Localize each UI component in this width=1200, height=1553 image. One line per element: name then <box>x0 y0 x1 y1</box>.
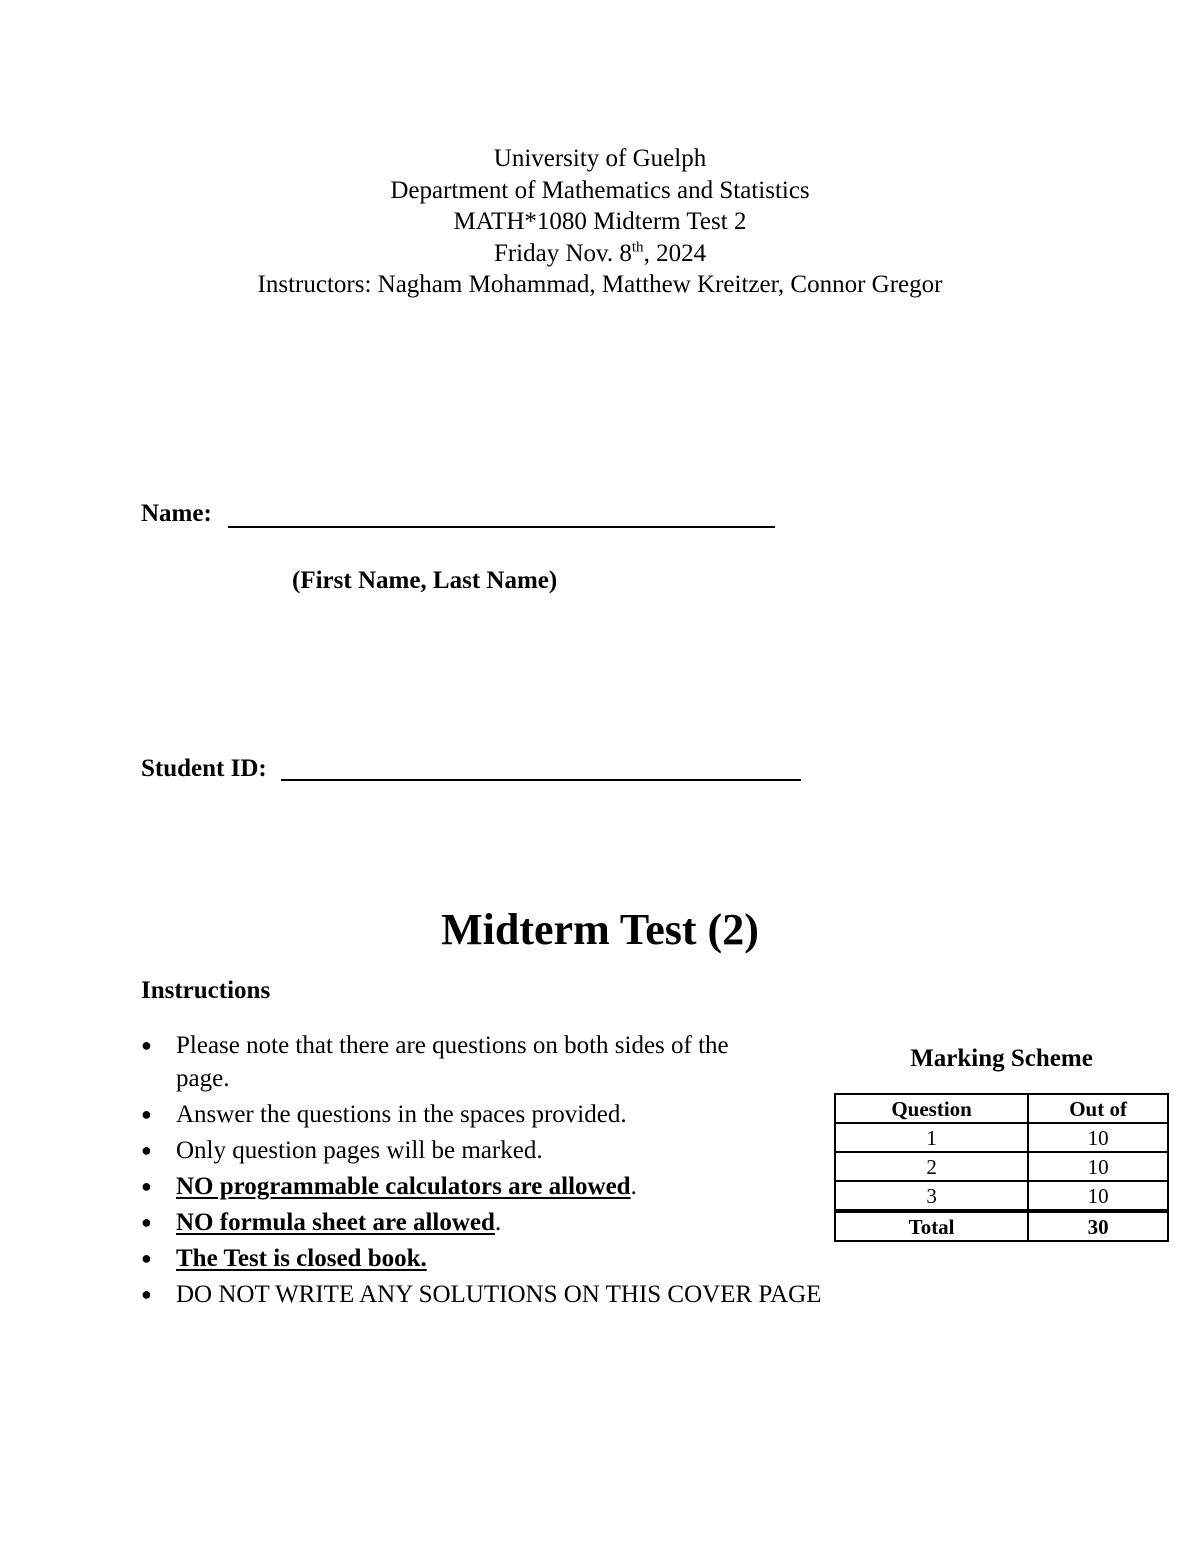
instruction-punctuation: . <box>630 1173 637 1200</box>
list-item <box>141 1170 821 1203</box>
test-date <box>0 238 1200 270</box>
instruction-text: Answer the questions in the spaces provided. <box>176 1101 627 1128</box>
student-id-blank-line[interactable] <box>281 779 801 781</box>
date-superscript: th <box>631 239 644 256</box>
list-item <box>141 1098 821 1131</box>
list-item <box>141 1278 956 1311</box>
total-value: 30 <box>1028 1211 1168 1241</box>
marking-scheme-title: Marking Scheme <box>910 1045 1093 1072</box>
list-item <box>141 1029 786 1095</box>
course-title: MATH*1080 Midterm Test 2 <box>453 208 747 235</box>
bullet-icon: ● <box>141 1104 152 1124</box>
instruction-emphasis: The Test is closed book. <box>176 1245 427 1272</box>
bullet-icon: ● <box>141 1284 152 1304</box>
university-name: University of Guelph <box>493 145 707 172</box>
page-title: Midterm Test (2) <box>441 905 759 954</box>
list-item <box>141 1242 821 1275</box>
table-total-row <box>835 1211 1168 1241</box>
document-header <box>0 143 1200 301</box>
name-blank-line[interactable] <box>228 526 775 528</box>
instructors: Instructors: Nagham Mohammad, Matthew Kreitzer, Connor Gregor <box>257 271 943 298</box>
column-header-question: Question <box>835 1094 1028 1123</box>
instruction-emphasis: NO formula sheet are allowed <box>176 1209 495 1236</box>
question-number: 3 <box>835 1181 1028 1211</box>
bullet-icon: ● <box>141 1035 152 1055</box>
instruction-emphasis: NO programmable calculators are allowed <box>176 1173 631 1200</box>
instruction-text: DO NOT WRITE ANY SOLUTIONS ON THIS COVER PAGE <box>176 1281 822 1308</box>
marking-scheme-table <box>834 1093 1169 1242</box>
question-number: 2 <box>835 1152 1028 1181</box>
instruction-punctuation: . <box>494 1209 502 1236</box>
date-suffix: , 2024 <box>643 239 707 267</box>
name-hint: (First Name, Last Name) <box>292 567 558 594</box>
name-label: Name: <box>141 500 212 527</box>
department-name: Department of Mathematics and Statistics <box>390 176 810 204</box>
table-header-row <box>835 1094 1168 1123</box>
list-item <box>141 1206 821 1239</box>
date-prefix: Friday Nov. 8 <box>493 239 632 267</box>
question-number: 1 <box>835 1123 1028 1152</box>
instruction-text: Only question pages will be marked. <box>176 1137 543 1164</box>
table-row <box>835 1181 1168 1211</box>
column-header-out-of: Out of <box>1028 1094 1168 1123</box>
question-max: 10 <box>1028 1181 1168 1211</box>
total-label: Total <box>835 1211 1028 1241</box>
table-row <box>835 1123 1168 1152</box>
question-max: 10 <box>1028 1152 1168 1181</box>
table-row <box>835 1152 1168 1181</box>
bullet-icon: ● <box>141 1212 152 1232</box>
student-id-label: Student ID: <box>141 755 267 782</box>
question-max: 10 <box>1028 1123 1168 1152</box>
instruction-text: Please note that there are questions on both sides of the page. <box>176 1032 729 1092</box>
instructions-list <box>141 1029 821 1314</box>
bullet-icon: ● <box>141 1140 152 1160</box>
bullet-icon: ● <box>141 1176 152 1196</box>
list-item <box>141 1134 821 1167</box>
bullet-icon: ● <box>141 1248 152 1268</box>
instructions-heading: Instructions <box>141 977 271 1004</box>
